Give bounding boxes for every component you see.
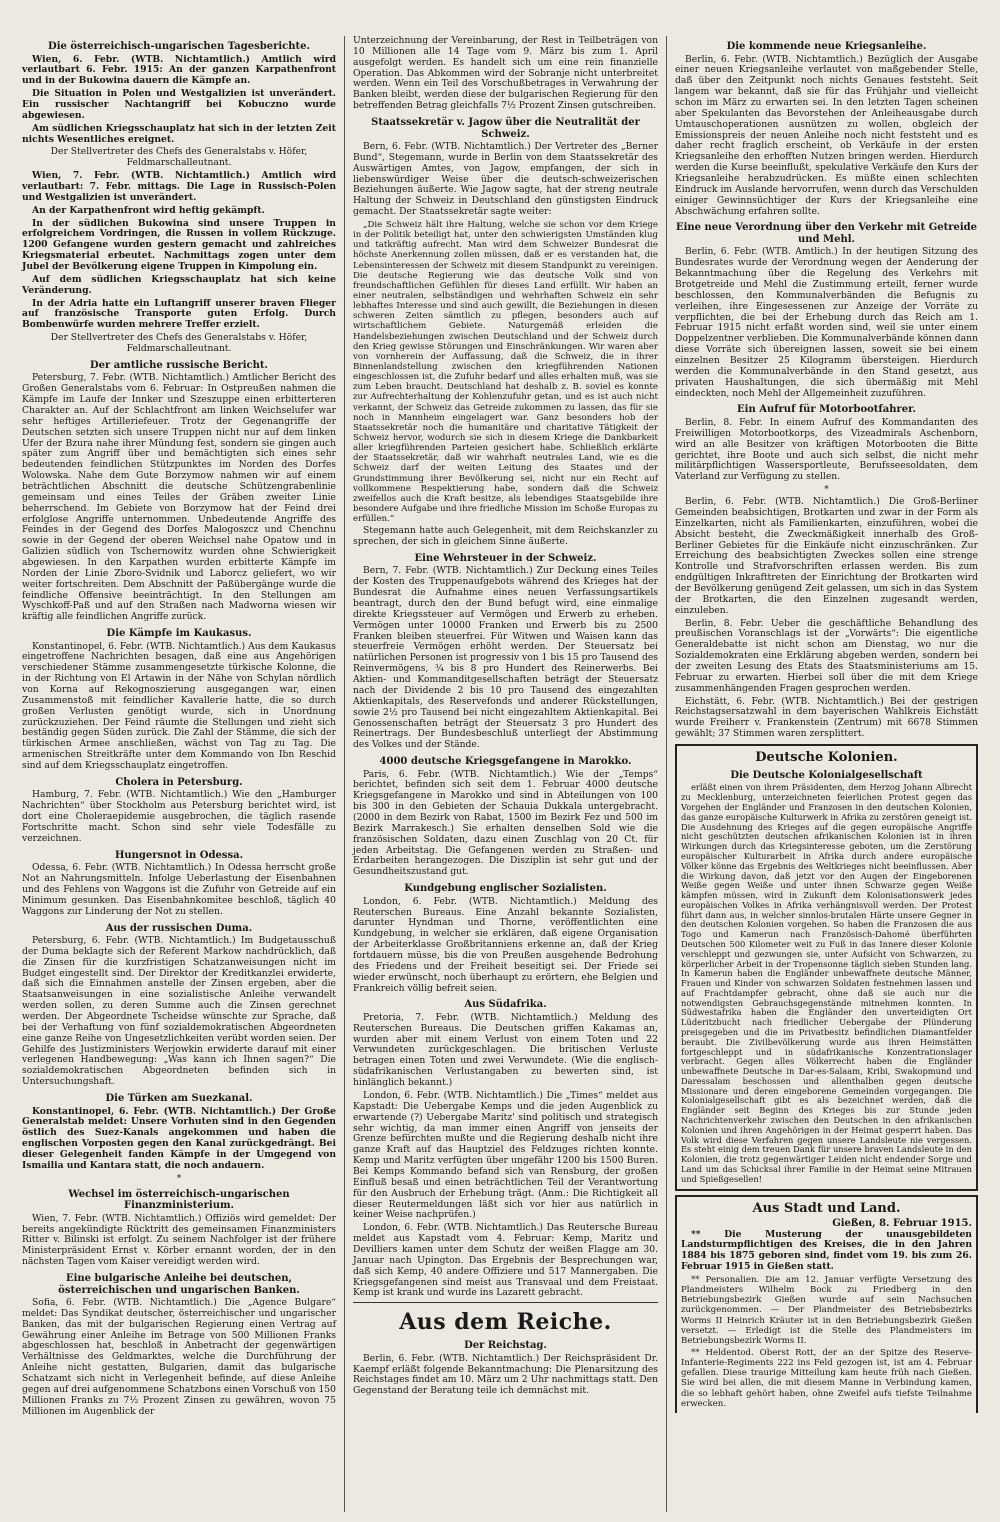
article-heading: 4000 deutsche Kriegsgefangene in Marokko. xyxy=(379,756,632,768)
article-paragraph: Petersburg, 6. Febr. (WTB. Nichtamtlich.) Im Budgetausschuß der Duma beklagte sich der Referent Markow nachdrücklich, daß die Zinsen für die kurzfristigen Schatzanweisungen nicht im Budget eingestellt sind. Der Direktor der Kreditkanzlei erwiderte, daß sich die Einnahmen anstelle der Zinsen ergeben, aber die Staatsanweisungen in eine sozialistische Anleihe verwandelt werden sollen, zu deren Summe auch die Zinsen gerechnet werden. Der Abgeordnete Tscheidse wünschte zur Sprache, daß bei der Verhaftung von fünf sozialdemokratischen Abgeordneten eine ganze Reihe von Ungesetzlichkeiten verübt worden seien. Der Gehilfe des Justizministers Werjowkin erwiderte darauf mit einer verlegenen Handbewegung: „Was kann ich Ihnen sagen?“ Die sozialdemokratischen Abgeordneten befinden sich in Untersuchungshaft. xyxy=(22,935,336,1088)
separator-star: * xyxy=(176,1173,182,1184)
article-paragraph: Hamburg, 7. Febr. (WTB. Nichtamtlich.) Wie den „Hamburger Nachrichten“ über Stockholm aus Petersburg berichtet wird, ist dort eine Choleraepidemie ausgebrochen, die täglich rasende Fortschritte macht. Schon sind sehr viele Todesfälle zu verzeichnen. xyxy=(22,789,336,844)
article-paragraph: ** Heldentod. Oberst Rott, der an der Spitze des Reserve-Infanterie-Regiments 222 ins Feld gezogen ist, ist am 4. Februar gefallen. Diese traurige Mitteilung kam heute früh nach Gießen. Sie wird bei allen, die mit diesem Manne in Verbindung kamen, die so lebhaft gehört haben, ohne Zweifel aufs tiefste Teilnahme erwecken. xyxy=(681,1347,972,1409)
article-heading: Ein Aufruf für Motorbootfahrer. xyxy=(737,404,916,416)
article-heading: Hungersnot in Odessa. xyxy=(114,849,244,861)
article-paragraph: Stegemann hatte auch Gelegenheit, mit dem Reichskanzler zu sprechen, der sich in gleichem Sinne äußerte. xyxy=(353,525,658,548)
article-paragraph: Bern, 7. Febr. (WTB. Nichtamtlich.) Zur Deckung eines Teiles der Kosten des Truppenaufgebots während des Krieges hat der Bundesrat die Aufnahme eines neuen Verfassungsartikels beantragt, durch den der Bund befugt wird, eine einmalige direkte Kriegssteuer auf Vermögen und Erwerb zu erheben. Vermögen unter 10000 Franken und Erwerb bis zu 2500 Franken bleiben steuerfrei. Für Witwen und Waisen kann das steuerfreie Vermögen erhöht werden. Der Steuersatz bei natürlichen Personen ist progressiv von 1 bis 15 pro Tausend des Reinvermögens, ¾ bis 8 pro Hundert des Reinerwerbs. Bei Aktien- und Kommanditgesellschaften beträgt der Steuersatz nach der Dividende 2 bis 10 pro Tausend des eingezahlten Aktienkapitals, des Reservefonds und anderer Rückstellungen, sowie 2½ pro Tausend bei nicht eingezahltem Aktienkapital. Bei Genossenschaften beträgt der Steuersatz 3 pro Hundert des Reinertrags. Der Bundesbeschluß unterliegt der Abstimmung des Volkes und der Stände. xyxy=(353,565,658,751)
article-heading: Eine Wehrsteuer in der Schweiz. xyxy=(414,552,597,564)
section-heading: Aus Stadt und Land. xyxy=(752,1200,901,1216)
article-paragraph: Die Situation in Polen und Westgalizien ist unverändert. Ein russischer Nachtangriff bei Kobuczno wurde abgewiesen. xyxy=(22,88,336,121)
article-heading: Eine neue Verordnung über den Verkehr mit Getreide und Mehl. xyxy=(675,222,978,245)
article-paragraph: Berlin, 6. Febr. (WTB. Nichtamtlich.) Bezüglich der Ausgabe einer neuen Kriegsanleihe verlautet von maßgebender Stelle, daß über den Zeitpunkt noch nichts Genaues feststeht. Seit langem war bekannt, daß sie für das Frühjahr und vielleicht schon im März zu erwarten sei. In den letzten Tagen scheinen aber Spekulanten das Bevorstehen der Anleiheausgabe durch Umtauschoperationen ausnützen zu wollen, obgleich der Emissionspreis der neuen Anleihe noch nicht feststeht und es daher recht fraglich erscheint, ob Verkäufe in der ersten Kriegsanleihe den erhofften Nutzen bringen werden. Hierdurch werden die Kurse beeinflußt, spekulative Verkäufe den Kurs der Kriegsanleihe herabzudrücken. Es müßte einen schlechten Eindruck im Auslande hervorrufen, wenn durch das Verschulden einiger Gewinnsüchtiger der Kurs der Kriegsanleihe eine Abschwächung erfahren sollte. xyxy=(675,53,978,217)
article-paragraph: „Die Schweiz hält ihre Haltung, welche sie schon vor dem Kriege in der Politik beteiligt hat, unter den schwierigsten Umständen klug und tatkräftig aufrecht. Man wird dem Schweizer Bundesrat die höchste Anerkennung zollen müssen, daß er es verstanden hat, die Lebensinteressen der Schweiz mit diesem Standpunkt zu vereinigen. Die deutsche Regierung wie das deutsche Volk sind von freundschaftlichen Gefühlen für dieses Land erfüllt. Wir haben an einer neutralen, selbständigen und wehrhaften Schweiz ein sehr lebhaftes Interesse und sind auch gewillt, die Beziehungen in diesen schweren Zeiten sämtlich zu pflegen, besonders auch auf wirtschaftlichem Gebiete. Naturgemäß erleiden die Handelsbeziehungen zwischen Deutschland und der Schweiz durch den Krieg gewisse Störungen und Einschränkungen. Wir waren aber von vornherein der Auffassung, daß die Schweiz, die in ihrer Binnenlandstellung zwischen den kriegführenden Nationen eingeschlossen ist, die Zufuhr bedarf und alles erhalten muß, was sie zum Leben braucht. Deutschland hat deshalb z. B. soviel es konnte zur Aufrechterhaltung der Kohlenzufuhr getan, und es ist auch nicht verkannt, der Schweiz das Getreide zukommen zu lassen, das für sie noch in Mannheim eingelagert war. Ganz besonders hob der Staatssekretär noch die humanitäre und charitative Tätigkeit der Schweiz hervor, wodurch sie sich in diesem Kriege die Dankbarkeit aller kriegführenden Parteien gesichert habe. Schließlich erklärte der Staatssekretär, daß wir wahrhaft neutrales Land, wie es die Schweiz darf der weiten Leitung des Staates und der Grundstimmung ihrer Bevölkerung sei, nicht nur ein Recht auf vollkommene Respektierung habe, sondern daß die Schweiz zweifellos auch die Kraft besitze, als lebendiges Staatsgebilde ihre besondere Aufgabe und ihre friedliche Mission im Schoße Europas zu erfüllen.“ xyxy=(353,220,658,525)
article-paragraph: Konstantinopel, 6. Febr. (WTB. Nichtamtlich.) Aus dem Kaukasus eingetroffene Nachrichten besagen, daß eine aus Angehörigen verschiedener Stämme zusammengesetzte türkische Kolonne, die in der Richtung von El Artawin in der Nähe von Schylan nördlich von Korna auf Rekognoszierung ausgegangen war, einen Zusammenstoß mit feindlicher Kavallerie hatte, die so durch großen Verlusten genötigt wurde, sich in Unordnung zurückzuziehen. Der Feind räumte die Stellungen und zieht sich beständig gegen Süden zurück. Die Zahl der Stämme, die sich der türkischen Armee anschließen, wächst von Tag zu Tag. Die armenischen Streitkräfte unter dem Kommando von Ibn Reschid sind auf dem Kriegsschauplatz eingetroffen. xyxy=(22,640,336,772)
article-paragraph: Am südlichen Kriegsschauplatz hat sich in der letzten Zeit nichts Wesentliches ereignet. xyxy=(22,122,336,145)
article-heading: Wechsel im österreichisch-ungarischen Finanzministerium. xyxy=(68,1188,290,1212)
article-paragraph: ** Personalien. Die am 12. Januar verfügte Versetzung des Plandmeisters Wilhelm Bock zu Friedberg in den Betriebungsbezirk Gießen wurde auf sein Nachsuchen zurückgenommen. — Der Plandmeister des Betriebsbezirks Worms II Heinrich Kräuter ist in den Betriebungsbezirk Gießen versetzt. — Erledigt ist die Stelle des Plandmeisters im Betriebungsbezirk Worms II. xyxy=(681,1274,972,1346)
article-heading: Aus Südafrika. xyxy=(464,999,547,1011)
column-2 xyxy=(344,36,666,1512)
article-paragraph: Wien, 6. Febr. (WTB. Nichtamtlich.) Amtlich wird verlautbart 6. Febr. 1915: An der ganzen Karpathenfront und in der Bukowina dauern die Kämpfe an. xyxy=(22,53,336,87)
separator-star: * xyxy=(824,485,829,496)
article-heading: Die Kämpfe im Kaukasus. xyxy=(106,628,252,640)
article-paragraph: Paris, 6. Febr. (WTB. Nichtamtlich.) Wie der „Temps“ berichtet, befinden sich seit dem 1. Februar 4000 deutsche Kriegsgefangene in Marokko und sind in Abteilungen von 100 bis 300 in den Gebieten der Schauia Dukkala untergebracht. (2000 in dem Bezirk von Rabat, 1500 im Bezirk Fez und 500 im Bezirk Marrakesch.) Sie erhalten denselben Sold wie die französischen Soldaten, dazu einen Zuschlag von 20 Ct. für jeden Arbeitstag. Die Gefangenen werden zu Straßen- und Erdarbeiten herangezogen. Die Disziplin ist sehr gut und der Gesundheitszustand gut. xyxy=(353,768,658,878)
article-paragraph: In der südlichen Bukowina sind unsere Truppen in erfolgreichem Vordringen, die Russen in vollem Rückzuge. 1200 Gefangene wurden gestern gemacht und zahlreiches Kriegsmaterial erbeutet. Nachmittags zogen unter dem Jubel der Bevölkerung eigene Truppen in Kimpolung ein. xyxy=(22,217,336,272)
section-heading: Deutsche Kolonien. xyxy=(755,749,898,765)
local-news-box xyxy=(675,1195,978,1413)
article-paragraph: Pretoria, 7. Febr. (WTB. Nichtamtlich.) Meldung des Reuterschen Bureaus. Die Deutschen griffen Kakamas an, wurden aber mit einem Verlust von einem Toten und 22 Verwundeten zurückgeschlagen. Die britischen Verluste betragen einen Toten und zwei Verwundete. (Wie die englisch-südafrikanischen Verlustangaben zu bewerten sind, ist hinlänglich bekannt.) xyxy=(353,1011,658,1089)
article-heading: Der amtliche russische Bericht. xyxy=(89,359,269,371)
article-heading: Staatssekretär v. Jagow über die Neutralität der Schweiz. xyxy=(371,117,640,140)
column-1 xyxy=(14,36,344,1512)
article-heading: Aus der russischen Duma. xyxy=(105,922,253,934)
article-paragraph: Eichstätt, 6. Febr. (WTB. Nichtamtlich.) Bei der gestrigen Reichstagsersatzwahl in dem bayerischen Wahlkreis Eichstätt wurde Freiherr v. Frankenstein (Zentrum) mit 6678 Stimmen gewählt; 37 Stimmen waren zersplittert. xyxy=(675,695,978,740)
article-paragraph: Berlin, 8. Febr. In einem Aufruf des Kommandanten des Freiwilligen Motorbootkorps, des Vizeadmirals Aschenborn, wird an alle Besitzer von kräftigen Motorbooten die Bitte gerichtet, ihre Boote und auch sich selbst, die nicht mehr militärpflichtigen Wassersportleute, Berufsseesoldaten, dem Vaterland zur Verfügung zu stellen. xyxy=(675,416,978,483)
article-heading: Eine bulgarische Anleihe bei deutschen, österreichischen und ungarischen Banken. xyxy=(58,1273,300,1296)
article-paragraph: In der Adria hatte ein Luftangriff unserer braven Flieger auf französische Transporte guten Erfolg. Durch Bombenwürfe wurden mehrere Treffer erzielt. xyxy=(22,297,336,331)
article-paragraph: Berlin, 6. Febr. (WTB. Nichtamtlich.) Der Reichspräsident Dr. Kaempf erläßt folgende Bekanntmachung: Die Plenarsitzung des Reichstages findet am 10. März um 2 Uhr nachmittags statt. Den Gegenstand der Beratung teile ich demnächst mit. xyxy=(353,1352,658,1397)
article-paragraph: Petersburg, 7. Febr. (WTB. Nichtamtlich.) Amtlicher Bericht des Großen Generalstabs vom 6. Februar: In Ostpreußen nahmen die Kämpfe im Laufe der Innker und Szeszuppe einen erbitterteren Charakter an. Auf der Schlachtfront am linken Weichselufer war sehr heftiges Artilleriefeuer. Trotz der Gegenangriffe der Deutschen setzten sich unsere Truppen nicht nur auf dem linken Ufer der Bzura nahe ihrer Mündung fest, sondern sie gingen auch später zum Angriff über und bemächtigten sich eines sehr bedeutenden feindlichen Stützpunktes im Norden des Dorfes Wolowska. Nahe dem Gute Borzymow nahmen wir auf einem beträchtlichen Abschnitt die deutsche Schützengrabenlinie gemeinsam und eines Teiles der Gräben zweiter Linie beherrschend. Im Gebiete von Borzymow hat der Feind drei erfolglose Angriffe unternommen. Unbedeutende Angriffe des Feindes in der Gegend des Dorfes Malogoszcz und Chenchnu sowie in der Gegend der oberen Weichsel nahe Opatow und in Galizien südlich von Tschernowitz wurden ohne Schwierigkeit abgewiesen. In den Karpathen wurden erbitterte Kämpfe im Norden der Linie Zboro-Svidnik und Laborcz geliefert, wo wir weiter fortschreiten. Dem Abschnitt der Paßübergänge wurde die feindliche Offensive beeinträchtigt. In den Stellungen am Wyschkoff-Paß und auf den Straßen nach Madworna wiesen wir kräftig alle feindlichen Angriffe zurück. xyxy=(22,372,336,623)
dateline: Gießen, 8. Februar 1915. xyxy=(832,1217,972,1229)
section-heading: Aus dem Reiche. xyxy=(399,1309,612,1336)
article-heading: Die Türken am Suezkanal. xyxy=(105,1093,253,1105)
article-paragraph: Auf dem südlichen Kriegsschauplatz hat sich keine Veränderung. xyxy=(22,273,336,296)
column-3 xyxy=(666,36,986,1512)
article-heading: Cholera in Petersburg. xyxy=(115,776,243,788)
article-paragraph: London, 6. Febr. (WTB. Nichtamtlich.) Die „Times“ meldet aus Kapstadt: Die Uebergabe Kemps und die jeden Augenblick zu erwartende (?) Uebergabe Maritz' sind politisch und strategisch sehr wichtig, da man immer einen Angriff von jenseits der Grenze befürchten mußte und die Regierung deshalb nicht ihre ganze Kraft auf das Hauptziel des Feldzuges richten konnte. Kemp und Maritz verfügten über ungefähr 1200 bis 1500 Buren. Bei Kemps Kommando befand sich van Rensburg, der großen Einfluß besaß und einen beträchtlichen Teil der Verantwortung für den Ausbruch der Erhebung trägt. (Anm.: Die Richtigkeit all dieser Reutermeldungen läßt sich vor hier aus natürlich in keiner Weise nachprüfen.) xyxy=(353,1089,658,1221)
article-paragraph: Berlin, 6. Febr. (WTB. Amtlich.) In der heutigen Sitzung des Bundesrates wurde der Verordnung wegen der Aenderung der Bekanntmachung über die Regelung des Verkehrs mit Brotgetreide und Mehl die Zustimmung erteilt, ferner wurde beschlossen, den Kommunalverbänden die Befugnis zu verleihen, ihre Eingesessenen zur Anzeige der Vorräte zu verpflichten, die bei der Erhebung durch das Reich am 1. Februar 1915 nicht erfaßt worden sind, weil sie unter einem Doppelzentner verblieben. Die Kommunalverbände können dann diese Vorräte sich übereignen lassen, soweit sie bei einem einzelnen Besitzer 25 Kilogramm übersteigen. Hierdurch werden die Kommunalverbände in den Stand gesetzt, aus privaten Haushaltungen, die sich übermäßig mit Mehl eindeckten, noch Mehl der Allgemeinheit zuzuführen. xyxy=(675,246,978,399)
colonies-box xyxy=(675,744,978,1191)
article-paragraph: Wien, 7. Febr. (WTB. Nichtamtlich.) Amtlich wird verlautbart: 7. Febr. mittags. Die Lage in Russisch-Polen und Westgalizien ist unverändert. xyxy=(22,170,336,203)
article-heading: Die Deutsche Kolonialgesellschaft xyxy=(730,769,923,781)
article-signature: Der Stellvertreter des Chefs des Generalstabs v. Höfer, Feldmarschalleutnant. xyxy=(50,146,308,169)
article-paragraph: ** Die Musterung der unausgebildeten Landsturmpflichtigen des Kreises, die in den Jahren 1884 bis 1875 geboren sind, findet vom 19. bis zum 26. Februar 1915 in Gießen statt. xyxy=(681,1228,972,1273)
article-heading: Der Reichstag. xyxy=(464,1340,547,1352)
article-paragraph: London, 6. Febr. (WTB. Nichtamtlich.) Meldung des Reuterschen Bureaus. Eine Anzahl bekannte Sozialisten, darunter Hyndman und Thorne, veröffentlichten eine Kundgebung, in welcher sie erklären, daß eigene Organisation der Arbeiterklasse Großbritanniens erkenne an, daß der Krieg fortdauern müsse, bis die von Preußen ausgehende Bedrohung des Friedens und der Freiheit beseitigt sei. Der Friede sei wieder erwünscht, noch überhaupt zu erörtern, ehe Belgien und Frankreich völlig befreit seien. xyxy=(353,895,658,994)
article-paragraph: Bern, 6. Febr. (WTB. Nichtamtlich.) Der Vertreter des „Berner Bund“, Stegemann, wurde in Berlin von dem Staatssekretär des Auswärtigen Amtes, von Jagow, empfangen, der sich in liebenswürdiger Weise über die deutsch-schweizerischen Beziehungen äußerte. Wie Jagow sagte, hat der streng neutrale Haltung der Schweiz in Deutschland den günstigsten Eindruck gemacht. Der Staatssekretär sagte weiter: xyxy=(353,141,658,218)
article-heading: Die österreichisch-ungarischen Tagesberichte. xyxy=(48,41,310,52)
article-paragraph: Odessa, 6. Febr. (WTB. Nichtamtlich.) In Odessa herrscht große Not an Nahrungsmitteln. Infolge Ueberlastung der Eisenbahnen und des Fehlens von Waggons ist die Zufuhr von Getreide auf ein Minimum gesunken. Das Eisenbahnkomitee beschloß, täglich 40 Waggons zur Linderung der Not zu stellen. xyxy=(22,862,336,917)
article-signature: Der Stellvertreter des Chefs des Generalstabs v. Höfer, Feldmarschalleutnant. xyxy=(50,332,308,354)
divider xyxy=(353,1302,658,1303)
article-paragraph: Unterzeichnung der Vereinbarung, der Rest in Teilbeträgen von 10 Millionen alle 14 Tage vom 9. März bis zum 1. April ausgefolgt werden. Es handelt sich um eine rein finanzielle Operation. Das Abkommen wird der Sobranje nicht unterbreitet werden. Wenn ein Teil des Vorschußbetrages in Verwahrung der Banken bleibt, werden diese der bulgarischen Regierung für den betreffenden Betrag gleichfalls 7½ Prozent Zinsen gutschreiben. xyxy=(353,36,658,112)
article-paragraph: London, 6. Febr. (WTB. Nichtamtlich.) Das Reutersche Bureau meldet aus Kapstadt vom 4. Februar: Kemp, Maritz und Devilliers kamen unter dem Schutz der weißen Flagge am 30. Januar nach Upington. Das Ergebnis der Besprechungen war, daß sich Kemp, 40 andere Offiziere und 517 Mannergaben. Die Kriegsgefangenen sind meist aus Transvaal und dem Freistaat. Kemp ist krank und wurde ins Lazarett gebracht. xyxy=(353,1222,658,1299)
article-heading: Die kommende neue Kriegsanleihe. xyxy=(726,41,927,52)
article-paragraph: Berlin, 8. Febr. Ueber die geschäftliche Behandlung des preußischen Voranschlags ist der „Vorwärts“: Die eigentliche Generaldebatte ist nicht schon am Dienstag, wo nur die Sozialdemokraten eine Erklärung abgeben werden, sondern bei der zweiten Lesung des Etats des Staatsministeriums am 15. Februar zu erwarten. Hierbei soll über die mit dem Kriege zusammenhängenden Fragen gesprochen werden. xyxy=(675,617,978,694)
article-heading: Kundgebung englischer Sozialisten. xyxy=(404,883,607,895)
article-paragraph: Wien, 7. Febr. (WTB. Nichtamtlich.) Offiziös wird gemeldet: Der bereits angekündigte Rücktritt des gemeinsamen Finanzministers Ritter v. Bilinski ist erfolgt. Zu seinem Nachfolger ist der frühere Ministerpräsident Ernst v. Körber ernannt worden, der in den nächsten Tagen vom Kaiser vereidigt werden wird. xyxy=(22,1212,336,1268)
article-paragraph: Konstantinopel, 6. Febr. (WTB. Nichtamtlich.) Der Große Generalstab meldet: Unsere Vorhuten sind in den Gegenden östlich des Suez-Kanals angekommen und haben die englischen Vorposten gegen den Kanal zurückgedrängt. Bei dieser Gelegenheit fanden Kämpfe in der Umgegend von Ismailia und Kantara statt, die noch andauern. xyxy=(22,1105,336,1171)
article-paragraph: Berlin, 6. Febr. (WTB. Nichtamtlich.) Die Groß-Berliner Gemeinden beabsichtigen, Brotkarten und zwar in der Form als Einzelkarten, nicht als Familienkarten, einzuführen, wobei die Absicht besteht, die Zweckmäßigkeit innerhalb des Groß-Berliner Gebietes für die Einkäufe nicht einzuschränken. Zur Erreichung des beabsichtigten Zweckes sollen eine strenge Kontrolle und Strafvorschriften erlassen werden. Bis zum endgültigen Inkrafttreten der Einrichtung der Brotkarten wird der Bevölkerung genügend Zeit gelassen, um sich in das System der Brotkarten, die den Einzelnen zugesandt werden, einzuleben. xyxy=(675,496,978,616)
article-paragraph: An der Karpathenfront wird heftig gekämpft. xyxy=(32,204,265,216)
article-paragraph: Sofia, 6. Febr. (WTB. Nichtamtlich.) Die „Agence Bulgare“ meldet: Das Syndikat deutscher, österreichischer und ungarischer Banken, das mit der bulgarischen Regierung einen Vertrag auf Gewährung einer Anleihe im Betrage von 500 Millionen Franks abgeschlossen hat, beschloß in Anbetracht der gegenwärtigen Verhältnisse des Geldmarktes, welche die Durchführung der Anleihe nicht gestatten, Bulgarien, damit das bulgarische Schatzamt sich nicht in Verlegenheit befinde, auf diese Anleihe gegen auf drei aufgenommene Schatzbons einen Vorschuß von 150 Millionen Franks zu 7½ Prozent Zinsen zu gewähren, wovon 75 Millionen im Augenblick der xyxy=(22,1297,336,1417)
article-paragraph: erläßt einen von ihrem Präsidenten, dem Herzog Johann Albrecht zu Mecklenburg, unterzeichneten feierlichen Protest gegen das Vorgehen der Engländer und Franzosen in den deutschen Kolonien, das ganze europäische Kulturwerk in Afrika zu zerstören geneigt ist. Die Ausdehnung des Krieges auf die gegen europäische Angriffe nicht geschützten deutschen afrikanischen Kolonien ist in ihren Wirkungen durch das Kriegsinteresse geboten, um die Zerstörung europäischer Kulturarbeit in Afrika durch andere europäische Völker könne das Ergebnis des Weltkrieges nicht beeinflussen. Aber die Wirkung davon, daß jetzt vor den Augen der Eingeborenen Weiße gegen Weiße und unter ihnen Schwarze gegen Weiße kämpfen müssen, wird in Zukunft dem Kolonisationswerk jedes europäischen Volkes in Afrika verhängnisvoll werden. Der Protest führt dann aus, in welcher sinnlos-brutalen Härte unsere Gegner in den deutschen Kolonien vorgehen. So haben die Franzosen die aus Togo und Kamerun nach Französisch-Dahomé überführten Deutschen 500 Kilometer weit zu Fuß in das Innere dieser Kolonie verschleppt und gezwungen sie, unter Aufsicht von Schwarzen, zu körperlicher Arbeit in der Tropensonne täglich sieben Stunden lang. In Kamerun haben die Engländer unbewaffnete deutsche Männer, Frauen und Kinder von schwarzen Soldaten festnehmen lassen und auf Frachtdampfer gebracht, ohne daß sie auch nur die notwendigsten Gebrauchsgegenstände mitnehmen konnten. In Südwestafrika haben die Engländer den unverteidigten Ort Lüderitzbucht nach friedlicher Uebergabe der Plünderung preisgegeben und die im Privatbesitz befindlichen Diamantfelder beraubt. Die Zivilbevölkerung wurde aus ihren Heimstätten fortgeschleppt und in südafrikanische Konzentrationslager verbracht. Gegen alles Völkerrecht haben die Engländer unbewaffnete Deutsche in Dar-es-Salaam, Kribi, Swakopmund und Daressalam beschossen und allenthalben gegen deutsche Missionare und deren eingeborene Gemeinden vorgegangen. Die Kolonialgesellschaft gibt es als bezeichnet werden, daß die Engländer seit Beginn des Krieges bis zur Stunde jeden Nachrichtenverkehr zwischen den Deutschen in den afrikanischen Kolonien und ihren Angehörigen in der Heimat gesperrt haben. Das Volk wird diese Verfahren gegen unsere Landsleute nie vergessen. Es steht einig dem treuen Dank für unsere braven Landsleute in den Kolonien, die trotz gegenwärtiger Leiden nicht endender Sorge und Land um das Schicksal ihrer Familie in der Heimat seine Mitrauen und Spießgesellen! xyxy=(681,782,972,1184)
